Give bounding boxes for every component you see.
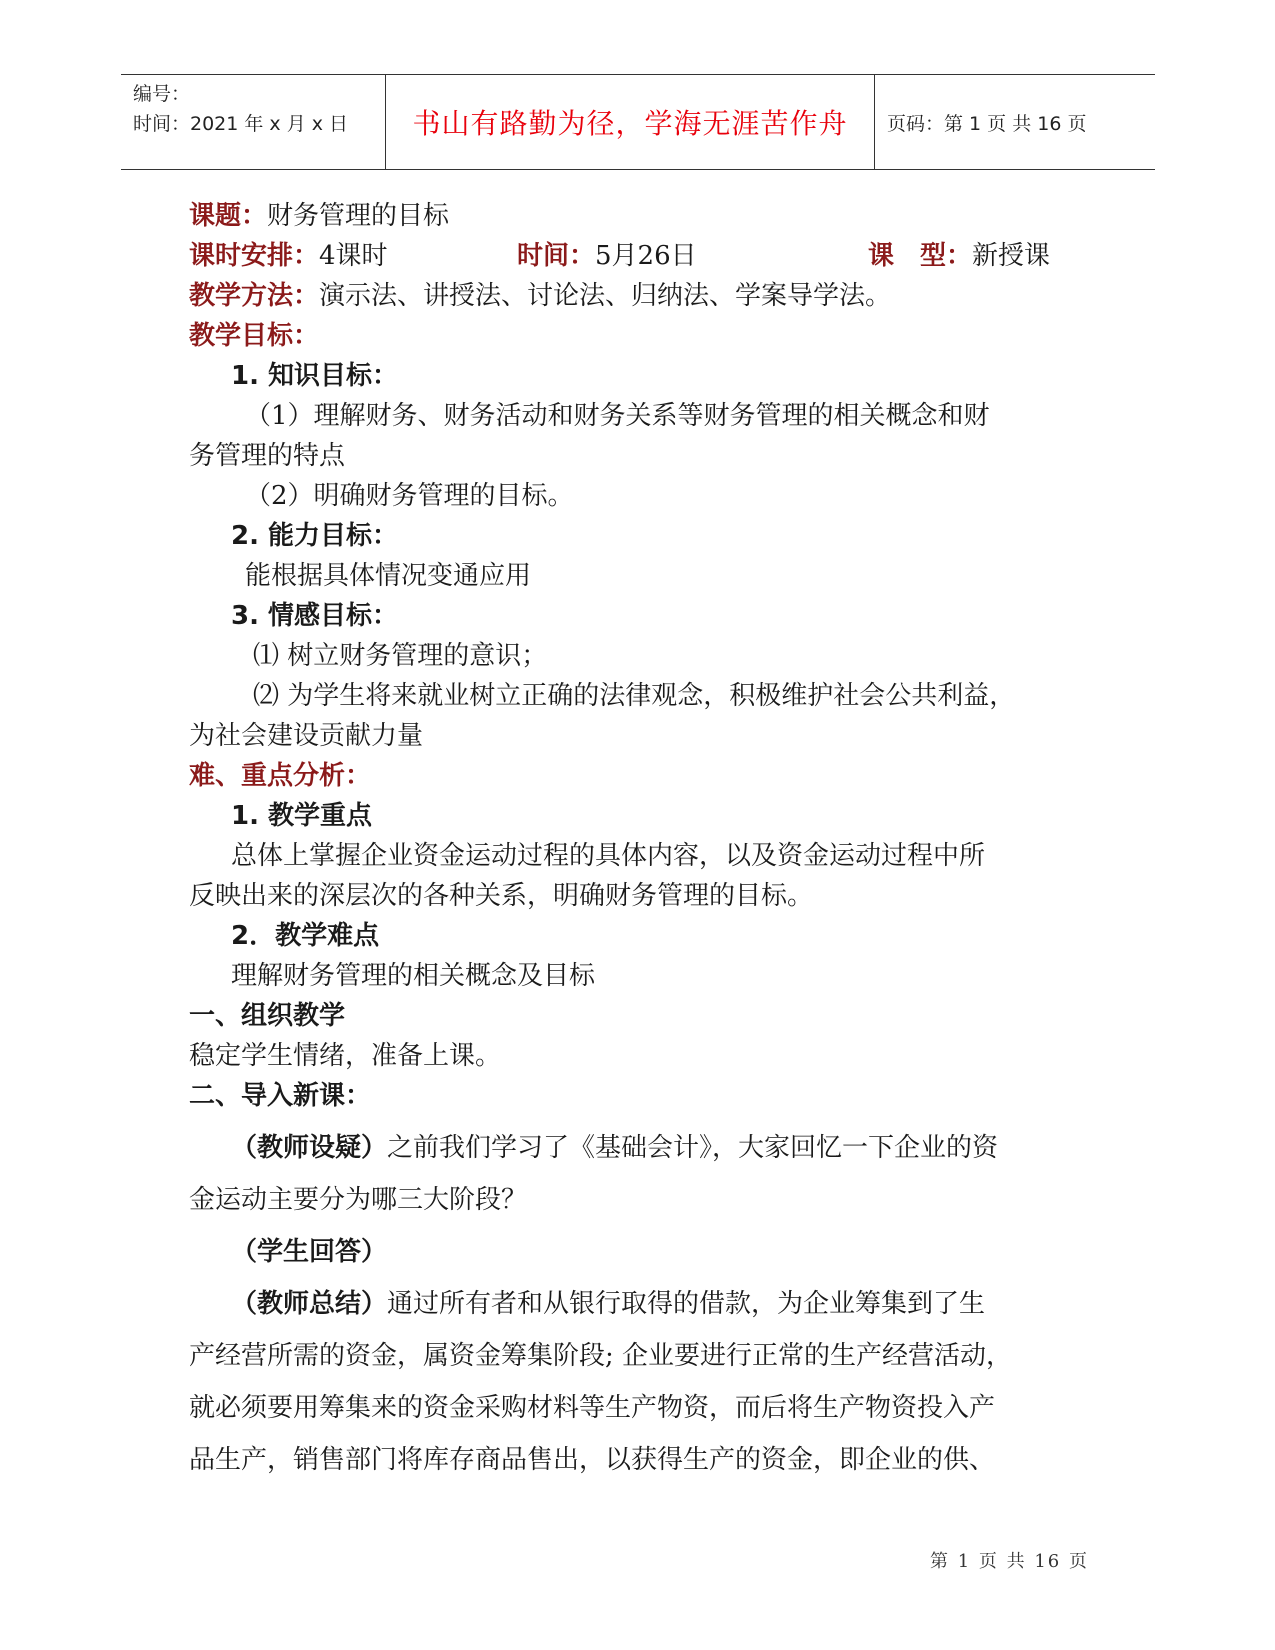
document-time-label: 时间：2021 年 x 月 x 日	[133, 113, 349, 135]
key-point-heading: 1. 教学重点	[231, 801, 373, 831]
teacher-summary-text: 通过所有者和从银行取得的借款，为企业筹集到了生	[387, 1289, 986, 1319]
key-point-text: 总体上掌握企业资金运动过程的具体内容，以及资金运动过程中所	[231, 841, 986, 871]
topic-line	[189, 196, 1099, 236]
teacher-question-label: （教师设疑）	[231, 1133, 388, 1163]
header-motto: 书山有路勤为径，学海无涯苦作舟	[385, 75, 875, 169]
section-1-text: 稳定学生情绪，准备上课。	[189, 1041, 502, 1071]
lesson-plan-body	[189, 196, 1099, 1486]
knowledge-goal-item-1: （1）理解财务、财务活动和财务关系等财务管理的相关概念和财	[245, 401, 990, 431]
hours-label: 课时安排：	[189, 241, 320, 271]
ability-goal-heading: 2. 能力目标：	[231, 521, 399, 551]
difficulty-heading: 2．教学难点	[231, 921, 380, 951]
section-2-heading: 二、导入新课：	[189, 1081, 372, 1111]
emotion-goal-item-1: ⑴ 树立财务管理的意识；	[253, 641, 548, 671]
date-value: 5月26日	[595, 241, 697, 271]
teacher-question-text: 之前我们学习了《基础会计》，大家回忆一下企业的资	[387, 1133, 999, 1163]
schedule-line	[189, 236, 1099, 276]
analysis-heading: 难、重点分析：	[189, 761, 372, 791]
goals-heading: 教学目标：	[189, 321, 320, 351]
teacher-question	[189, 1122, 1099, 1174]
topic-label: 课题：	[189, 201, 268, 231]
knowledge-goal-heading: 1. 知识目标：	[231, 361, 399, 391]
page-footer: 第 1 页 共 16 页	[930, 1551, 1089, 1572]
ability-goal-text: 能根据具体情况变通应用	[245, 561, 532, 591]
key-point-text-cont: 反映出来的深层次的各种关系，明确财务管理的目标。	[189, 881, 814, 911]
header-page-info: 页码：第 1 页 共 16 页	[887, 112, 1087, 135]
method-value: 演示法、讲授法、讨论法、归纳法、学案导学法。	[319, 281, 892, 311]
header-table	[121, 74, 1155, 170]
teacher-summary-line-4: 品生产，销售部门将库存商品售出，以获得生产的资金，即企业的供、	[189, 1445, 996, 1475]
document-number-label: 编号：	[133, 83, 191, 105]
section-1-heading: 一、组织教学	[189, 1001, 346, 1031]
lesson-type-label: 课 型：	[868, 241, 973, 271]
student-answer-label: （学生回答）	[231, 1237, 388, 1267]
teacher-summary-label: （教师总结）	[231, 1289, 388, 1319]
teacher-question-cont: 金运动主要分为哪三大阶段？	[189, 1185, 528, 1215]
lesson-type-value: 新授课	[972, 241, 1051, 271]
teacher-summary-line-2: 产经营所需的资金，属资金筹集阶段; 企业要进行正常的生产经营活动，	[189, 1341, 1013, 1371]
teacher-summary	[189, 1278, 1099, 1330]
emotion-goal-item-2: ⑵ 为学生将来就业树立正确的法律观念，积极维护社会公共利益，	[253, 681, 1016, 711]
teacher-summary-line-3: 就必须要用筹集来的资金采购材料等生产物资，而后将生产物资投入产	[189, 1393, 996, 1423]
knowledge-goal-item-1-cont: 务管理的特点	[189, 441, 346, 471]
topic-value: 财务管理的目标	[267, 201, 450, 231]
date-label: 时间：	[517, 241, 596, 271]
hours-value: 4课时	[319, 241, 388, 271]
emotion-goal-item-2-cont: 为社会建设贡献力量	[189, 721, 424, 751]
method-label: 教学方法：	[189, 281, 320, 311]
method-line	[189, 276, 1099, 316]
emotion-goal-heading: 3. 情感目标：	[231, 601, 399, 631]
knowledge-goal-item-2: （2）明确财务管理的目标。	[245, 481, 574, 511]
difficulty-text: 理解财务管理的相关概念及目标	[231, 961, 596, 991]
header-left-cell	[121, 75, 385, 169]
